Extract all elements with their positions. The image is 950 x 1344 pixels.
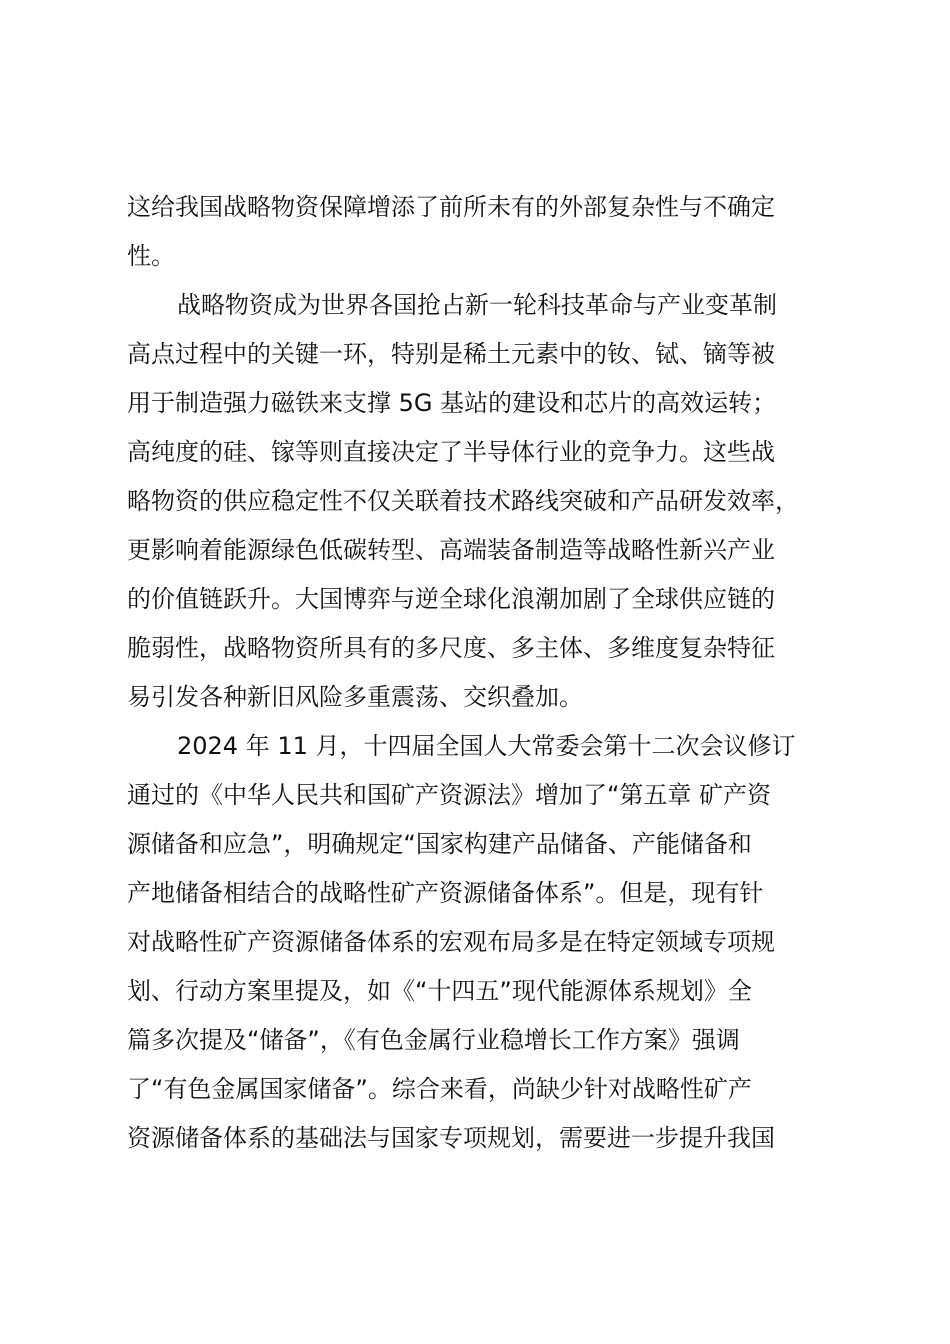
paragraph-start-line: 2024 年 11 月，十四届全国人大常委会第十二次会议修订	[177, 732, 796, 760]
text-line: 性。	[127, 242, 175, 270]
text-line: 脆弱性，战略物资所具有的多尺度、多主体、多维度复杂特征	[127, 634, 775, 662]
body-text	[127, 183, 835, 1163]
text-line: 篇多次提及“储备”，《有色金属行业稳增长工作方案》强调	[127, 1026, 740, 1054]
text-line: 这给我国战略物资保障增添了前所未有的外部复杂性与不确定	[127, 193, 775, 221]
text-line: 易引发各种新旧风险多重震荡、交织叠加。	[127, 683, 583, 711]
text-line: 划、行动方案里提及，如《“十四五”现代能源体系规划》全	[127, 977, 752, 1005]
text-line: 对战略性矿产资源储备体系的宏观布局多是在特定领域专项规	[127, 928, 775, 956]
text-line: 高点过程中的关键一环，特别是稀土元素中的钕、铽、镝等被	[127, 340, 775, 368]
text-line: 了“有色金属国家储备”。综合来看，尚缺少针对战略性矿产	[127, 1075, 752, 1103]
text-line: 更影响着能源绿色低碳转型、高端装备制造等战略性新兴产业	[127, 536, 775, 564]
text-line: 源储备和应急”，明确规定“国家构建产品储备、产能储备和	[127, 830, 752, 858]
text-line: 资源储备体系的基础法与国家专项规划，需要进一步提升我国	[127, 1124, 775, 1152]
paragraph-start-line: 战略物资成为世界各国抢占新一轮科技革命与产业变革制	[177, 291, 777, 319]
text-line: 的价值链跃升。大国博弈与逆全球化浪潮加剧了全球供应链的	[127, 585, 775, 613]
text-line: 略物资的供应稳定性不仅关联着技术路线突破和产品研发效率，	[127, 487, 799, 515]
text-line: 产地储备相结合的战略性矿产资源储备体系”。但是，现有针	[127, 879, 764, 907]
text-line: 用于制造强力磁铁来支撑 5G 基站的建设和芯片的高效运转；	[127, 389, 777, 417]
text-line: 高纯度的硅、镓等则直接决定了半导体行业的竞争力。这些战	[127, 438, 775, 466]
text-line: 通过的《中华人民共和国矿产资源法》增加了“第五章 矿产资	[127, 781, 772, 809]
